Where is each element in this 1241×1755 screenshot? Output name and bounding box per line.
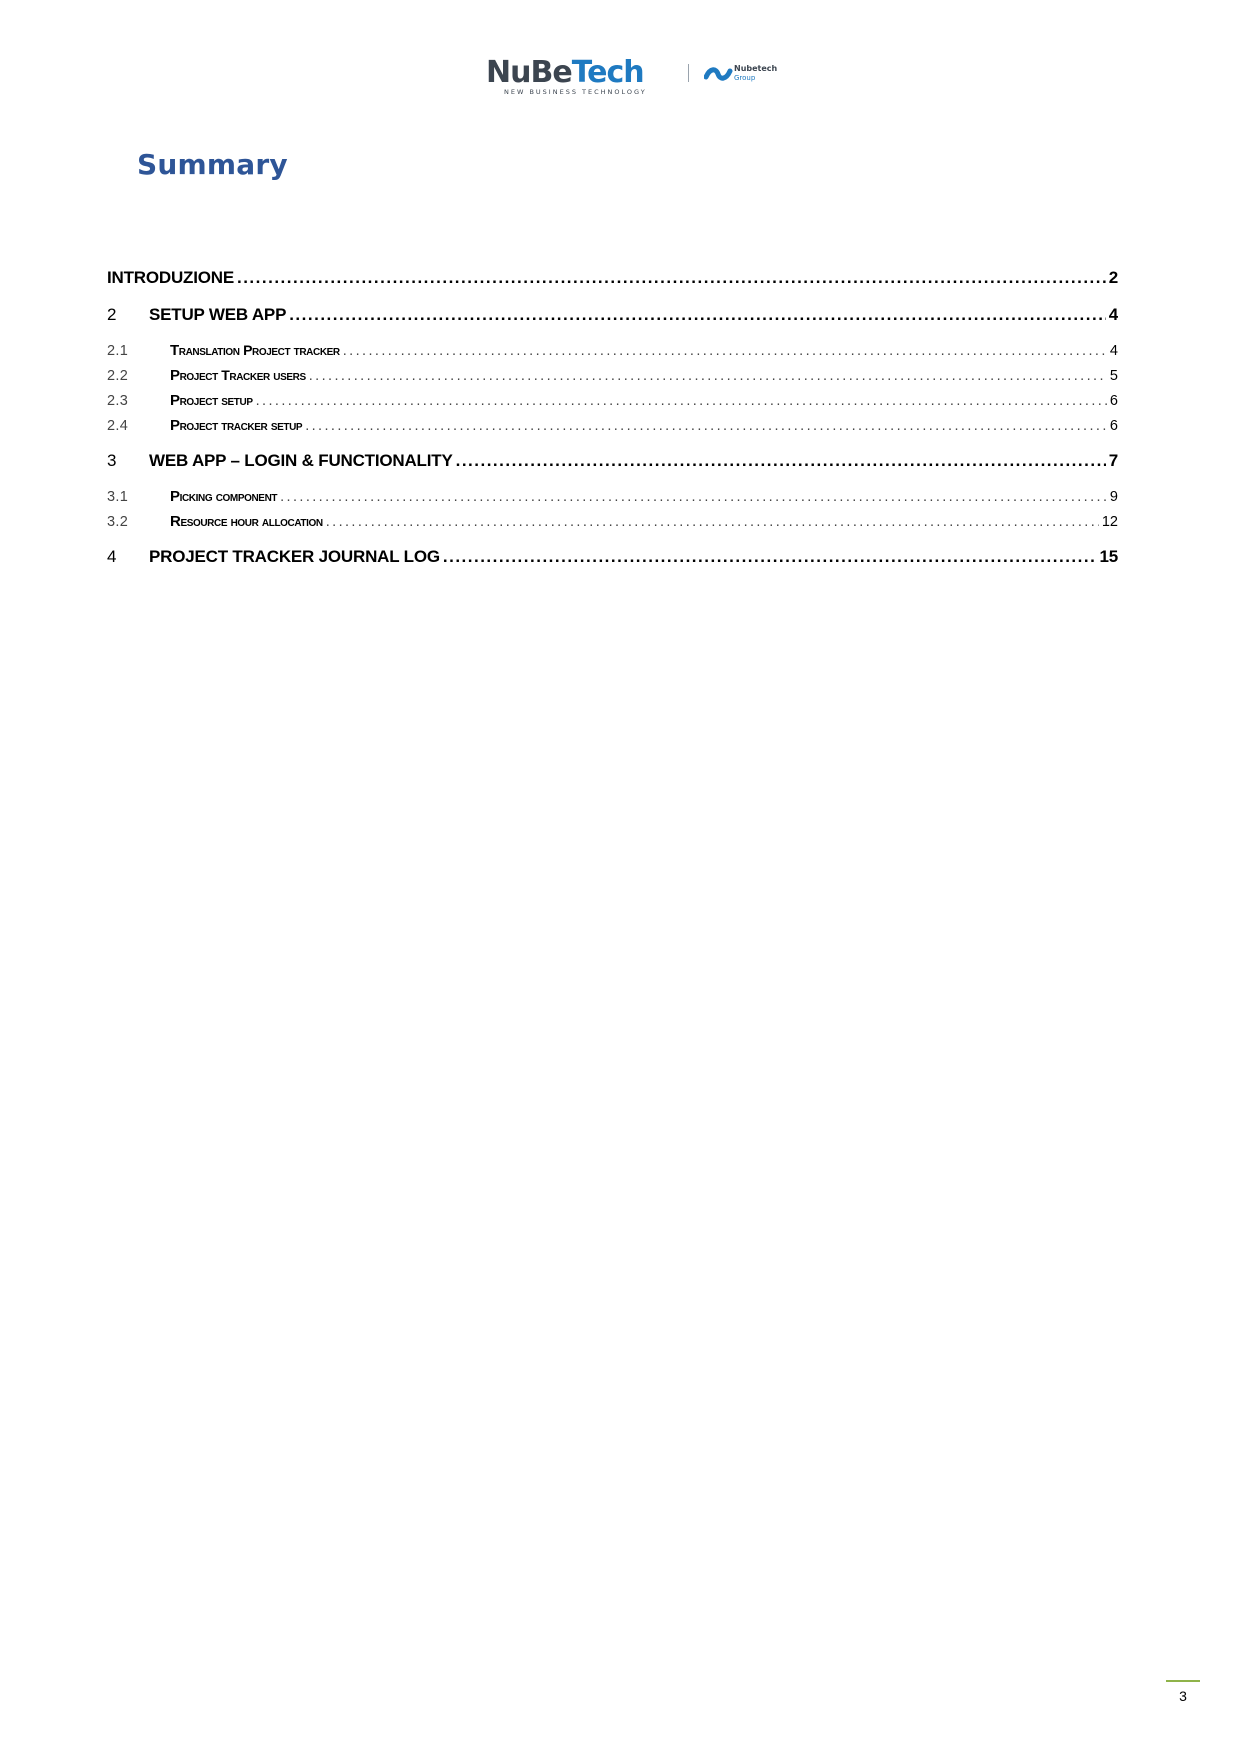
toc-dot-leader <box>343 343 1107 359</box>
logo-group-sub: Group <box>734 74 756 82</box>
toc-page-number: 6 <box>1109 418 1118 434</box>
toc-dot-leader <box>309 368 1107 384</box>
page-number: 3 <box>1179 1688 1187 1704</box>
toc-title[interactable]: WEB APP – LOGIN & FUNCTIONALITY <box>149 451 453 470</box>
toc-page-number: 15 <box>1099 547 1118 566</box>
toc-dot-leader <box>256 393 1107 409</box>
toc-number: 3.2 <box>107 514 129 530</box>
logo-divider <box>688 64 689 82</box>
toc-entry[interactable] <box>107 417 1118 434</box>
toc-page-number: 7 <box>1108 451 1118 470</box>
toc-dot-leader <box>456 451 1106 471</box>
toc-page-number: 5 <box>1109 368 1118 384</box>
toc-entry[interactable] <box>107 268 1118 288</box>
toc-entry[interactable] <box>107 392 1118 409</box>
toc-entry[interactable] <box>107 451 1118 471</box>
toc-page-number: 12 <box>1101 514 1118 530</box>
toc-number: 2.2 <box>107 368 129 384</box>
toc-dot-leader <box>326 514 1099 530</box>
logo-group-name: Nubetech <box>734 64 778 73</box>
toc-dot-leader <box>280 489 1107 505</box>
toc-page-number: 6 <box>1109 393 1118 409</box>
toc-number: 3.1 <box>107 489 129 505</box>
nubetech-group-logo <box>704 60 788 86</box>
toc-dot-leader <box>305 418 1107 434</box>
toc-entry[interactable] <box>107 547 1118 567</box>
toc-entry[interactable] <box>107 367 1118 384</box>
toc-title[interactable]: Translation Project tracker <box>170 342 340 359</box>
toc-dot-leader <box>237 268 1106 288</box>
toc-number: 2 <box>107 305 117 324</box>
header-logo <box>486 52 786 100</box>
toc-dot-leader <box>443 547 1097 567</box>
toc-entry[interactable] <box>107 342 1118 359</box>
toc-title[interactable]: Project tracker setup <box>170 417 303 434</box>
toc-page-number: 9 <box>1109 489 1118 505</box>
svg-text:NuBeTech: NuBeTech <box>486 55 644 90</box>
toc-page-number: 4 <box>1109 343 1118 359</box>
toc-title[interactable]: SETUP WEB APP <box>149 305 287 324</box>
logo-tagline: NEW BUSINESS TECHNOLOGY <box>504 88 647 96</box>
toc-title[interactable]: PROJECT TRACKER JOURNAL LOG <box>149 547 440 566</box>
toc-title[interactable]: Project Tracker users <box>170 367 306 384</box>
toc-number: 2.1 <box>107 343 129 359</box>
page-title: Summary <box>137 148 288 181</box>
toc-dot-leader <box>289 305 1106 325</box>
toc-page-number: 4 <box>1108 305 1118 324</box>
toc-entry[interactable] <box>107 488 1118 505</box>
toc-entry[interactable] <box>107 305 1118 325</box>
toc-title[interactable]: Picking component <box>170 488 278 505</box>
footer-accent-line <box>1166 1680 1200 1682</box>
toc-title[interactable]: Resource hour allocation <box>170 513 323 530</box>
toc-page-number: 2 <box>1108 268 1118 287</box>
toc-title[interactable]: INTRODUZIONE <box>107 268 234 287</box>
toc-number: 3 <box>107 451 117 470</box>
toc-number: 4 <box>107 547 117 566</box>
toc-title[interactable]: Project setup <box>170 392 253 409</box>
nubetech-logo <box>486 52 676 100</box>
toc-entry[interactable] <box>107 513 1118 530</box>
table-of-contents <box>107 268 1118 584</box>
toc-number: 2.4 <box>107 418 129 434</box>
toc-number: 2.3 <box>107 393 129 409</box>
